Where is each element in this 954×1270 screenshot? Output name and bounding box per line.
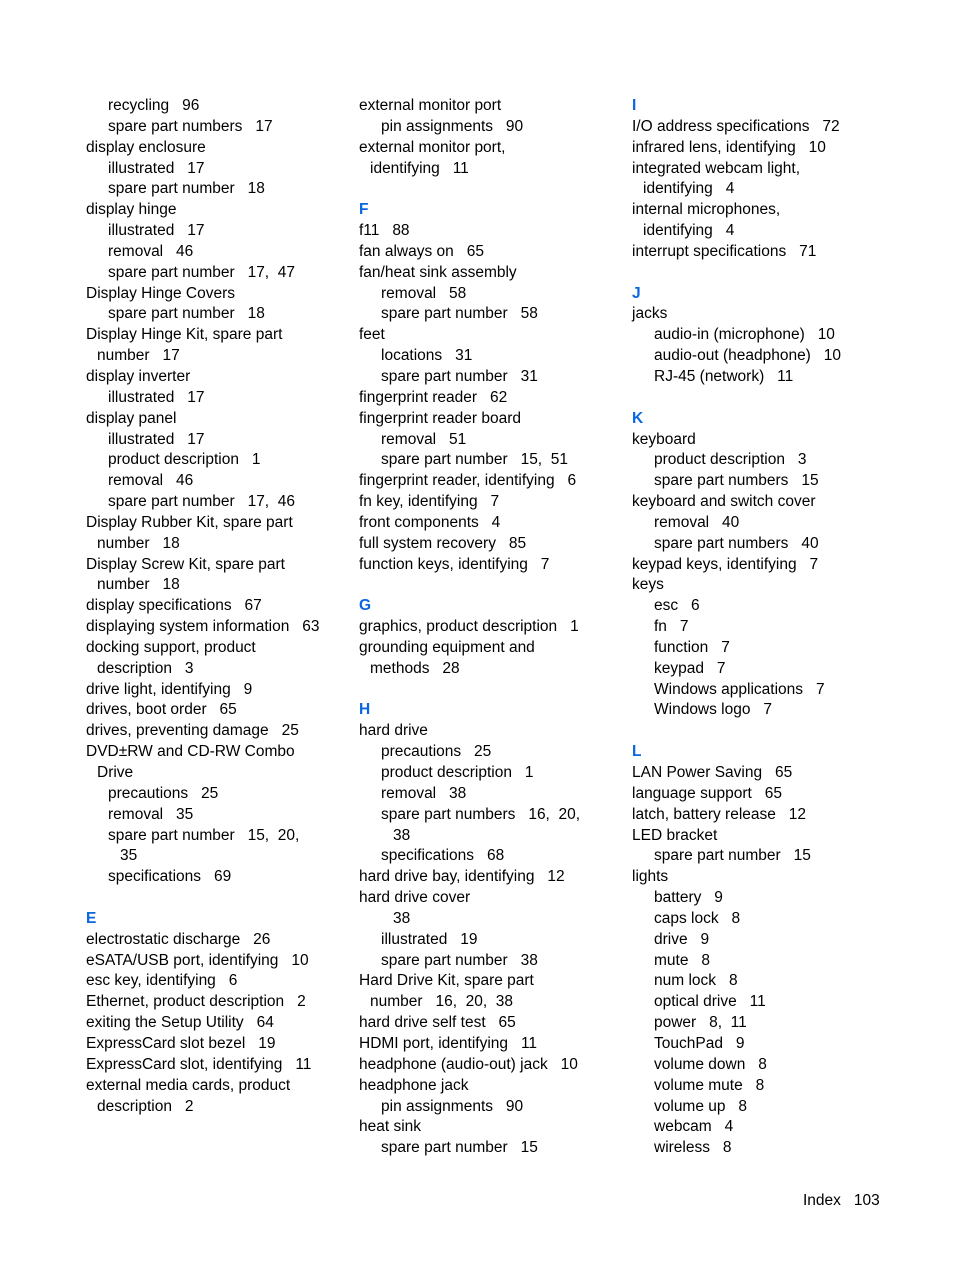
index-entry: identifying 11	[370, 159, 469, 177]
index-letter-heading: K	[632, 409, 644, 427]
index-entry: grounding equipment and	[359, 638, 535, 656]
index-entry: I/O address specifications 72	[632, 117, 840, 135]
index-entry: drive light, identifying 9	[86, 680, 253, 698]
index-entry: fan always on 65	[359, 242, 484, 260]
index-entry: display hinge	[86, 201, 177, 219]
index-entry: external monitor port,	[359, 138, 506, 156]
index-subentry: product description 1	[381, 764, 534, 781]
index-entry: external media cards, product	[86, 1076, 291, 1094]
index-column-2	[359, 96, 609, 1159]
index-entry: internal microphones,	[632, 201, 781, 219]
index-entry: docking support, product	[86, 638, 256, 656]
index-subentry: recycling 96	[108, 97, 200, 114]
index-subentry: removal 51	[381, 430, 467, 448]
index-entry: front components 4	[359, 513, 501, 531]
index-subentry: illustrated 19	[381, 930, 478, 948]
index-subentry: spare part number 58	[381, 305, 538, 323]
index-entry: function keys, identifying 7	[359, 555, 550, 573]
index-entry: full system recovery 85	[359, 534, 527, 552]
index-entry: display specifications 67	[86, 597, 262, 615]
index-subentry: spare part numbers 16, 20,	[381, 805, 581, 823]
index-subentry: pin assignments 90	[381, 1097, 524, 1115]
index-entry: keyboard	[632, 430, 696, 448]
index-subentry: illustrated 17	[108, 159, 205, 177]
index-letter-heading: F	[359, 201, 369, 219]
index-letter-heading: H	[359, 701, 371, 719]
index-entry: exiting the Setup Utility 64	[86, 1014, 274, 1032]
index-subentry: removal 58	[381, 284, 467, 302]
index-entry: 38	[393, 826, 411, 844]
index-entry: eSATA/USB port, identifying 10	[86, 951, 309, 969]
index-subentry: pin assignments 90	[381, 117, 524, 135]
index-subentry: volume up 8	[654, 1097, 748, 1115]
index-subentry: function 7	[654, 638, 730, 656]
index-entry: Display Rubber Kit, spare part	[86, 513, 293, 531]
index-subentry: power 8, 11	[654, 1014, 747, 1032]
index-subentry: TouchPad 9	[654, 1034, 745, 1052]
index-subentry: removal 38	[381, 784, 467, 802]
index-subentry: wireless 8	[654, 1139, 732, 1157]
index-letter-heading: I	[632, 97, 637, 114]
index-subentry: spare part numbers 40	[654, 534, 819, 552]
index-entry: fan/heat sink assembly	[359, 263, 517, 281]
index-letter-heading: J	[632, 284, 641, 302]
index-letter-heading: G	[359, 597, 372, 615]
index-subentry: spare part number 17, 47	[108, 263, 295, 281]
index-subentry: spare part number 15, 51	[381, 451, 568, 469]
index-entry: keys	[632, 576, 664, 594]
index-entry: esc key, identifying 6	[86, 972, 238, 990]
index-subentry: locations 31	[381, 347, 473, 365]
index-entry: Display Screw Kit, spare part	[86, 555, 285, 573]
index-subentry: fn 7	[654, 618, 689, 636]
index-entry: Display Hinge Kit, spare part	[86, 326, 283, 344]
index-subentry: volume mute 8	[654, 1076, 765, 1094]
index-entry: 38	[393, 909, 411, 927]
index-subentry: illustrated 17	[108, 430, 205, 448]
index-entry: displaying system information 63	[86, 618, 320, 636]
index-entry: headphone (audio-out) jack 10	[359, 1055, 578, 1073]
index-subentry: optical drive 11	[654, 993, 766, 1011]
index-subentry: spare part number 15	[654, 847, 811, 865]
index-subentry: spare part number 18	[108, 305, 265, 323]
index-subentry: RJ-45 (network) 11	[654, 367, 794, 385]
index-entry: lights	[632, 868, 669, 886]
index-entry: description 3	[97, 659, 194, 677]
index-column-1	[86, 96, 336, 1117]
index-entry: latch, battery release 12	[632, 805, 807, 823]
index-subentry: precautions 25	[381, 743, 492, 761]
index-subentry: removal 46	[108, 242, 194, 260]
index-entry: 35	[120, 847, 138, 865]
index-subentry: spare part number 38	[381, 951, 538, 969]
index-entry: jacks	[632, 305, 668, 323]
index-entry: electrostatic discharge 26	[86, 930, 271, 948]
index-entry: description 2	[97, 1097, 194, 1115]
index-entry: identifying 4	[643, 180, 735, 198]
index-entry: external monitor port	[359, 97, 502, 114]
index-subentry: spare part number 31	[381, 367, 538, 385]
index-subentry: spare part number 15, 20,	[108, 826, 300, 844]
index-entry: infrared lens, identifying 10	[632, 138, 826, 156]
index-subentry: battery 9	[654, 889, 723, 907]
index-subentry: product description 3	[654, 451, 807, 469]
index-entry: LAN Power Saving 65	[632, 764, 793, 781]
index-entry: Hard Drive Kit, spare part	[359, 972, 534, 990]
index-entry: Drive	[97, 764, 134, 781]
index-subentry: audio-out (headphone) 10	[654, 347, 842, 365]
index-subentry: webcam 4	[654, 1118, 734, 1136]
index-subentry: specifications 68	[381, 847, 505, 865]
index-entry: number 18	[97, 576, 180, 594]
index-subentry: drive 9	[654, 930, 710, 948]
index-entry: hard drive cover	[359, 889, 471, 907]
index-subentry: keypad 7	[654, 659, 726, 677]
index-subentry: illustrated 17	[108, 222, 205, 240]
index-entry: drives, boot order 65	[86, 701, 237, 719]
index-subentry: volume down 8	[654, 1055, 767, 1073]
index-subentry: product description 1	[108, 451, 261, 469]
index-entry: headphone jack	[359, 1076, 469, 1094]
index-entry: keyboard and switch cover	[632, 493, 816, 511]
index-subentry: spare part number 18	[108, 180, 265, 198]
index-entry: number 17	[97, 347, 180, 365]
index-subentry: spare part numbers 15	[654, 472, 819, 490]
index-entry: HDMI port, identifying 11	[359, 1034, 538, 1052]
index-entry: methods 28	[370, 659, 460, 677]
index-entry: interrupt specifications 71	[632, 242, 817, 260]
index-entry: display enclosure	[86, 138, 206, 156]
index-subentry: specifications 69	[108, 868, 232, 886]
index-subentry: Windows applications 7	[654, 680, 825, 698]
index-subentry: removal 46	[108, 472, 194, 490]
index-entry: fn key, identifying 7	[359, 493, 500, 511]
index-column-3	[632, 96, 882, 1159]
index-subentry: removal 40	[654, 513, 740, 531]
index-entry: language support 65	[632, 784, 782, 802]
index-entry: display panel	[86, 409, 177, 427]
index-entry: identifying 4	[643, 222, 735, 240]
index-subentry: spare part number 17, 46	[108, 493, 295, 511]
index-subentry: spare part number 15	[381, 1139, 538, 1157]
index-entry: number 18	[97, 534, 180, 552]
index-entry: display inverter	[86, 367, 191, 385]
index-subentry: esc 6	[654, 597, 700, 615]
index-entry: graphics, product description 1	[359, 618, 579, 636]
index-entry: number 16, 20, 38	[370, 993, 514, 1011]
index-entry: fingerprint reader 62	[359, 388, 508, 406]
index-subentry: illustrated 17	[108, 388, 205, 406]
index-entry: feet	[359, 326, 385, 344]
index-letter-heading: E	[86, 909, 97, 927]
index-entry: drives, preventing damage 25	[86, 722, 299, 740]
index-entry: hard drive	[359, 722, 428, 740]
index-entry: hard drive bay, identifying 12	[359, 868, 565, 886]
index-subentry: num lock 8	[654, 972, 738, 990]
index-entry: fingerprint reader board	[359, 409, 521, 427]
index-entry: fingerprint reader, identifying 6	[359, 472, 577, 490]
index-subentry: Windows logo 7	[654, 701, 773, 719]
page-footer: Index 103	[803, 1192, 880, 1209]
index-entry: heat sink	[359, 1118, 422, 1136]
index-subentry: caps lock 8	[654, 909, 741, 927]
index-entry: Ethernet, product description 2	[86, 993, 306, 1011]
index-entry: keypad keys, identifying 7	[632, 555, 819, 573]
index-subentry: mute 8	[654, 951, 710, 969]
index-entry: ExpressCard slot bezel 19	[86, 1034, 276, 1052]
index-entry: integrated webcam light,	[632, 159, 801, 177]
index-subentry: audio-in (microphone) 10	[654, 326, 835, 344]
index-subentry: precautions 25	[108, 784, 219, 802]
index-entry: Display Hinge Covers	[86, 284, 236, 302]
index-entry: hard drive self test 65	[359, 1014, 516, 1032]
index-entry: DVD±RW and CD-RW Combo	[86, 743, 295, 761]
index-entry: LED bracket	[632, 826, 718, 844]
index-entry: ExpressCard slot, identifying 11	[86, 1055, 312, 1073]
index-entry: f11 88	[359, 222, 410, 240]
index-letter-heading: L	[632, 743, 642, 761]
index-subentry: removal 35	[108, 805, 194, 823]
index-subentry: spare part numbers 17	[108, 117, 273, 135]
